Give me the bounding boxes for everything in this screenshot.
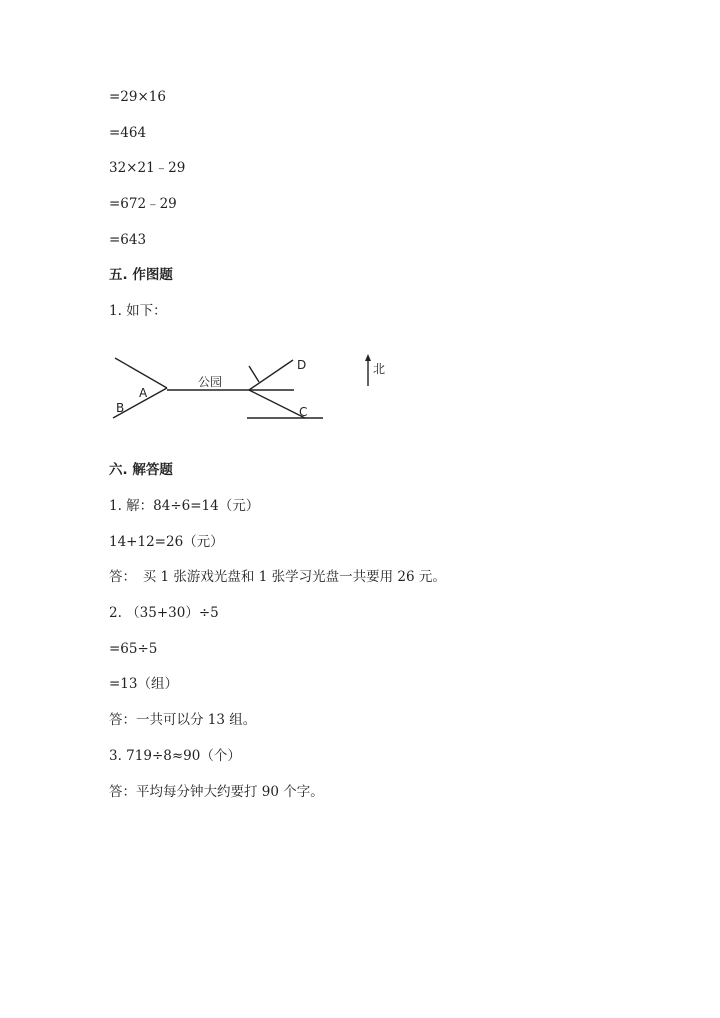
label-b: B <box>116 401 125 415</box>
line-c <box>249 390 308 419</box>
answer-line-2: 14+12=26（元） <box>109 534 224 550</box>
north-arrow-head <box>365 354 371 361</box>
answer-line-1: 1. 解：84÷6=14（元） <box>109 498 260 514</box>
section-6-heading: 六. 解答题 <box>109 462 173 478</box>
label-north: 北 <box>373 362 386 376</box>
label-c: C <box>299 405 308 419</box>
answer-line-7: 答：一共可以分 13 组。 <box>109 712 257 728</box>
calc-line-4: =672﹣29 <box>109 196 177 212</box>
label-park: 公园 <box>198 375 223 389</box>
line-d-short <box>249 366 259 382</box>
answer-line-5: =65÷5 <box>109 641 158 657</box>
calc-line-2: =464 <box>109 125 147 141</box>
calc-line-1: =29×16 <box>109 89 166 105</box>
line-a-upper <box>115 358 167 388</box>
answer-line-8: 3. 719÷8≈90（个） <box>109 748 241 764</box>
label-d: D <box>297 358 307 372</box>
section-5-item-1: 1. 如下： <box>109 303 167 319</box>
answer-line-3: 答： 买 1 张游戏光盘和 1 张学习光盘一共要用 26 元。 <box>109 569 446 585</box>
label-a: A <box>139 386 148 400</box>
map-diagram <box>109 348 389 428</box>
section-5-heading: 五. 作图题 <box>109 267 173 283</box>
answer-line-6: =13（组） <box>109 676 178 692</box>
line-d <box>249 360 293 390</box>
calc-line-3: 32×21﹣29 <box>109 160 186 176</box>
answer-line-9: 答：平均每分钟大约要打 90 个字。 <box>109 784 324 800</box>
calc-line-5: =643 <box>109 232 147 248</box>
answer-line-4: 2. （35+30）÷5 <box>109 605 219 621</box>
